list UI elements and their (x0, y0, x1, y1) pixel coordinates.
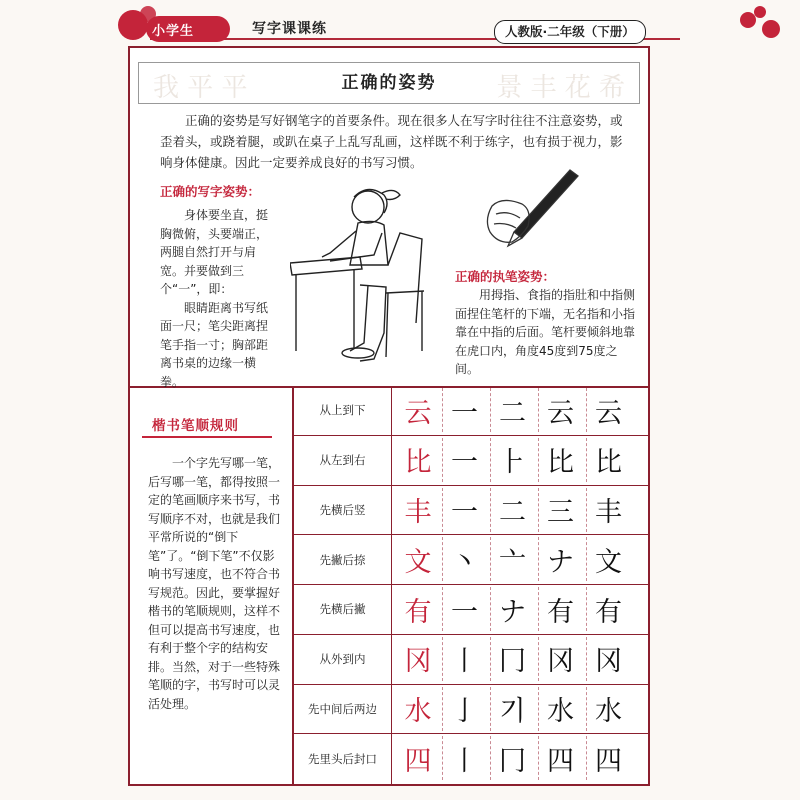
posture-section (130, 48, 648, 388)
stroke-step: ナ (538, 537, 582, 581)
rule-label: 先横后竖 (294, 486, 392, 535)
table-row (294, 585, 650, 635)
ghost-watermark-decoration: 景 丰 花 希 (496, 73, 625, 103)
edition-badge: 人教版·二年级（下册） (494, 20, 646, 44)
page-header (0, 0, 800, 48)
rule-label: 先里头后封口 (294, 734, 392, 784)
model-character: 冈 (404, 646, 432, 678)
model-character: 丰 (404, 497, 432, 528)
stroke-order-table (292, 386, 650, 784)
pen-posture-text: 用拇指、食指的指肚和中指侧面捏住笔杆的下端，无名指和小指靠在中指的后面。笔杆要倾斜地靠在虎口内，角度45度到75度之间。 (455, 288, 636, 376)
stroke-step: ナ (490, 587, 534, 631)
stroke-step: 二 (490, 388, 534, 432)
stroke-step: 亅 (442, 687, 486, 731)
stroke-rules-text: 一个字先写哪一笔，后写哪一笔，都得按照一定的笔画顺序来书写，书写顺序不对，也就是我们平常所说的“倒下笔”了。“倒下笔”不仅影响书写速度，也不符合书写规范。因此，要掌握好楷书的笔顺规则，这样不但可以提高书写速度，也有利于整个字的结构安排。当然，对于一些特殊笔顺的字，书写时可以灵活处理。 (148, 456, 281, 711)
stroke-step: 水 (586, 687, 630, 731)
rule-label: 从上到下 (294, 386, 392, 435)
stroke-step: 比 (586, 438, 630, 482)
table-row (294, 436, 650, 486)
stroke-step: 一 (442, 388, 486, 432)
stroke-step: 二 (490, 488, 534, 532)
stroke-step: 有 (538, 587, 582, 631)
rule-label: 从左到右 (294, 436, 392, 485)
model-character: 文 (404, 546, 432, 578)
rule-label: 从外到内 (294, 635, 392, 684)
stroke-step: 比 (538, 438, 582, 482)
stroke-step: 四 (538, 736, 582, 780)
table-row (294, 734, 650, 784)
sitting-posture-paragraph: 眼睛距离书写纸面一尺；笔尖距离捏笔手指一寸；胸部距离书桌的边缘一横拳。 (160, 300, 269, 389)
stroke-step: 丨 (442, 736, 486, 780)
pen-holding-illustration (482, 166, 582, 256)
stroke-step: 一 (442, 587, 486, 631)
stroke-step: 亠 (490, 537, 534, 581)
model-character: 云 (404, 397, 432, 429)
table-row (294, 685, 650, 735)
series-logo (118, 6, 268, 46)
ghost-watermark-decoration: 我 平 平 (153, 73, 248, 103)
stroke-step: 기 (490, 687, 534, 731)
rule-label: 先撇后捺 (294, 535, 392, 584)
sitting-posture-label: 正确的写字姿势： (160, 184, 261, 199)
stroke-rules-title: 楷书笔顺规则 (152, 418, 239, 434)
model-character: 四 (404, 745, 432, 777)
series-badge-text: 小学生 (152, 24, 195, 39)
sitting-posture-text (160, 206, 276, 391)
stroke-step: 三 (538, 488, 582, 532)
rule-label: 先中间后两边 (294, 685, 392, 734)
table-row (294, 535, 650, 585)
stroke-step: 水 (538, 687, 582, 731)
stroke-step: 一 (442, 438, 486, 482)
posture-title-box (138, 62, 640, 104)
writing-girl-illustration (290, 173, 440, 373)
pen-posture-label: 正确的执笔姿势： (455, 269, 556, 284)
stroke-step: 冈 (538, 637, 582, 681)
model-character: 有 (404, 596, 432, 628)
stroke-step: 丰 (586, 488, 630, 532)
stroke-order-section (130, 386, 648, 784)
stroke-step: 一 (442, 488, 486, 532)
stroke-step: 有 (586, 587, 630, 631)
stroke-rules-underline (142, 436, 272, 438)
stroke-step: 丶 (442, 537, 486, 581)
model-character: 比 (404, 447, 432, 479)
content-frame (128, 46, 650, 786)
table-row (294, 635, 650, 685)
table-row (294, 486, 650, 536)
stroke-step: 冂 (490, 736, 534, 780)
stroke-step: 云 (586, 388, 630, 432)
stroke-step: 冈 (586, 637, 630, 681)
stroke-step: ⺊ (490, 438, 534, 482)
stroke-step: 丨 (442, 637, 486, 681)
model-character: 水 (404, 696, 432, 727)
sitting-posture-paragraph: 身体要坐直，挺胸微俯，头要端正，两腿自然打开与肩宽。并要做到三个“一”，即： (160, 208, 269, 296)
posture-title: 正确的姿势 (341, 73, 437, 93)
stroke-step: 四 (586, 736, 630, 780)
book-subtitle: 写字课课练 (252, 21, 327, 37)
rule-label: 先横后撇 (294, 585, 392, 634)
posture-intro: 正确的姿势是写好钢笔字的首要条件。现在很多人在写字时往往不注意姿势，或歪着头，或跷着腿，或趴在桌子上乱写乱画，这样既不利于练字，也有损于视力，影响身体健康。因此一定要养成良好的书写习惯。 (160, 113, 623, 170)
corner-dots-decoration (740, 6, 782, 38)
stroke-step: 云 (538, 388, 582, 432)
stroke-step: 文 (586, 537, 630, 581)
table-row (294, 386, 650, 436)
stroke-step: 冂 (490, 637, 534, 681)
